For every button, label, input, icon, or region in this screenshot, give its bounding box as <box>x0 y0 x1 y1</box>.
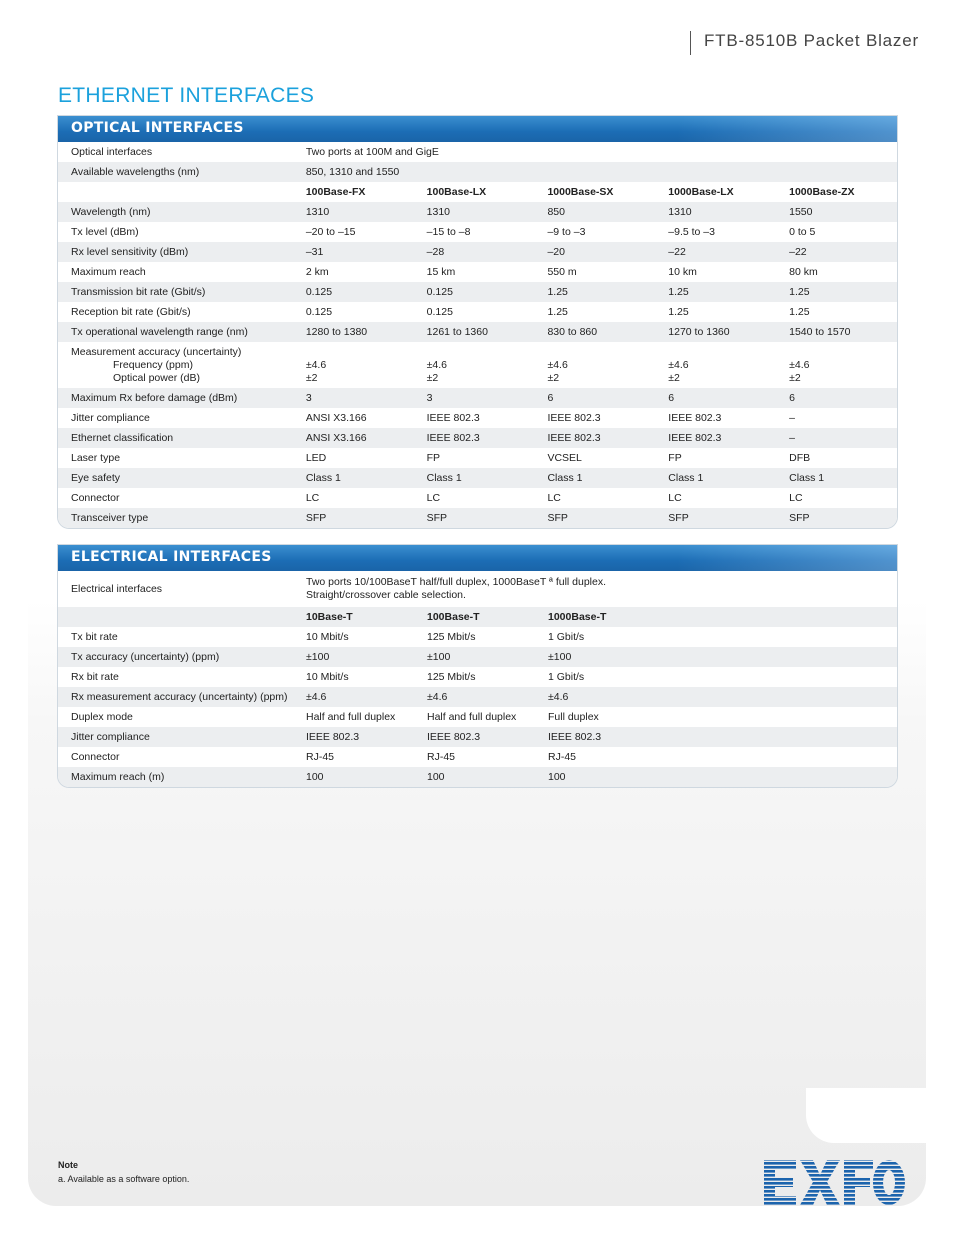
cell-value: 1550 <box>776 202 897 222</box>
table-row <box>58 647 897 667</box>
cell-value: DFB <box>789 452 811 464</box>
filler <box>777 747 897 767</box>
table-row <box>58 767 897 787</box>
cell-value: 0.125 <box>414 282 535 302</box>
cell-value: –15 to –8 <box>426 226 471 238</box>
cell-value: 1.25 <box>655 282 776 302</box>
cell-value: RJ-45 <box>306 751 335 763</box>
cell-value: 0 to 5 <box>789 226 816 238</box>
table-row <box>58 342 897 388</box>
row-label: Available wavelengths (nm) <box>58 162 293 182</box>
cell-value: LC <box>668 492 682 504</box>
row-value: Two ports at 100M and GigE <box>305 146 439 158</box>
frequency-accuracy: ±4.6 <box>426 358 447 371</box>
filler <box>777 707 897 727</box>
cell-value: IEEE 802.3 <box>414 428 535 448</box>
row-label: Reception bit rate (Gbit/s) <box>71 306 191 318</box>
table-row <box>58 202 897 222</box>
column-header: 1000Base-ZX <box>789 186 855 198</box>
spacer <box>427 346 535 359</box>
cell-value: FP <box>426 452 441 464</box>
table-row <box>58 182 897 202</box>
row-label: Maximum Rx before damage (dBm) <box>58 388 293 408</box>
cell-value: – <box>776 428 897 448</box>
filler <box>656 667 777 687</box>
row-label: Wavelength (nm) <box>58 202 293 222</box>
cell-value: ANSI X3.166 <box>305 412 367 424</box>
cell-value: 100 <box>414 767 535 787</box>
table-row <box>58 242 897 262</box>
note-text: a. Available as a software option. <box>58 1174 190 1184</box>
cell-value: –20 <box>534 242 655 262</box>
table-row <box>58 687 897 707</box>
frequency-accuracy: ±4.6 <box>668 358 689 371</box>
filler <box>777 627 897 647</box>
filler <box>777 767 897 787</box>
filler <box>656 627 777 647</box>
cell-value: ANSI X3.166 <box>293 428 414 448</box>
cell-value: Class 1 <box>655 468 776 488</box>
filler <box>656 707 777 727</box>
row-label: Jitter compliance <box>71 412 150 424</box>
page-title: ETHERNET INTERFACES <box>58 84 315 107</box>
row-label: Connector <box>71 751 120 763</box>
cell-value: LC <box>426 492 441 504</box>
row-value <box>293 571 897 607</box>
cell-value: 1270 to 1360 <box>655 322 776 342</box>
row-label: Tx operational wavelength range (nm) <box>58 322 293 342</box>
cell-value: 830 to 860 <box>534 322 655 342</box>
cell-value: 1.25 <box>789 306 810 318</box>
row-label: Rx bit rate <box>71 671 119 683</box>
cell-value: Class 1 <box>534 468 655 488</box>
cell-value: 10 Mbit/s <box>306 631 349 643</box>
row-label: Ethernet classification <box>58 428 293 448</box>
cell-value: ±4.6 <box>293 687 414 707</box>
intro-text: Straight/crossover cable selection. <box>306 589 466 601</box>
column-header: 1000Base-T <box>535 607 656 627</box>
table-row <box>58 262 897 282</box>
table-row <box>58 707 897 727</box>
cell-value: Full duplex <box>548 711 599 723</box>
cell-value: 15 km <box>426 266 456 278</box>
cell-value: –31 <box>293 242 414 262</box>
row-label: Connector <box>71 492 120 504</box>
cell-value: IEEE 802.3 <box>668 412 722 424</box>
cell-value: Class 1 <box>776 468 897 488</box>
cell-value: ±4.6 <box>414 687 535 707</box>
table-row <box>58 142 897 162</box>
accuracy-label <box>58 342 293 388</box>
cell-value: –22 <box>655 242 776 262</box>
cell-value: IEEE 802.3 <box>426 412 480 424</box>
accuracy-sub-label: Optical power (dB) <box>113 371 200 384</box>
cell-value: 1.25 <box>547 306 568 318</box>
row-label: Rx level sensitivity (dBm) <box>58 242 293 262</box>
column-header: 10Base-T <box>293 607 414 627</box>
cell-value: – <box>789 412 795 424</box>
table-row <box>58 428 897 448</box>
cell-value: RJ-45 <box>548 751 577 763</box>
column-header: 100Base-T <box>414 607 535 627</box>
filler <box>777 727 897 747</box>
cell-value: 1.25 <box>668 306 689 318</box>
cell-value: SFP <box>776 508 897 528</box>
cell-value: LC <box>789 492 803 504</box>
accuracy-title: Measurement accuracy (uncertainty) <box>71 345 242 358</box>
power-accuracy: ±2 <box>547 371 560 384</box>
cell-value: Class 1 <box>293 468 414 488</box>
cell-value: 0.125 <box>305 306 333 318</box>
product-name: FTB-8510B Packet Blazer <box>704 31 919 50</box>
column-header: 100Base-FX <box>305 186 366 198</box>
filler <box>656 747 777 767</box>
intro-text: Two ports 10/100BaseT half/full duplex, 1000BaseT ª full duplex. <box>306 576 607 588</box>
footnote <box>58 1160 189 1184</box>
cell-value: 3 <box>414 388 535 408</box>
cell-value: ±100 <box>293 647 414 667</box>
electrical-interfaces-section <box>57 544 898 788</box>
cell-value: LC <box>547 492 561 504</box>
power-accuracy: ±2 <box>305 371 318 384</box>
row-label: Duplex mode <box>71 711 133 723</box>
accuracy-values <box>414 342 535 388</box>
table-row <box>58 408 897 428</box>
cell-value: –28 <box>414 242 535 262</box>
cell-value: 10 km <box>668 266 697 278</box>
background-notch <box>806 1088 926 1143</box>
spacer <box>789 346 897 359</box>
cell-value: 850 <box>534 202 655 222</box>
power-accuracy: ±2 <box>426 371 439 384</box>
spacer <box>306 346 414 359</box>
table-row <box>58 488 897 508</box>
cell-value: IEEE 802.3 <box>293 727 414 747</box>
optical-interfaces-section <box>57 115 898 529</box>
row-label: Transceiver type <box>58 508 293 528</box>
header-divider <box>690 31 691 55</box>
cell-value: 6 <box>655 388 776 408</box>
cell-value: 1310 <box>655 202 776 222</box>
filler <box>656 607 777 627</box>
filler <box>777 607 897 627</box>
accuracy-values <box>534 342 655 388</box>
row-label: Optical interfaces <box>71 146 153 158</box>
row-label: Maximum reach (m) <box>58 767 293 787</box>
table-row <box>58 282 897 302</box>
cell-value: 100 <box>293 767 414 787</box>
cell-value: ±4.6 <box>535 687 656 707</box>
table-row <box>58 607 897 627</box>
cell-value: 10 Mbit/s <box>306 671 349 683</box>
column-header: 1000Base-SX <box>547 186 614 198</box>
row-label: Rx measurement accuracy (uncertainty) (ppm) <box>58 687 293 707</box>
cell-value: 0.125 <box>426 306 453 318</box>
row-label: Tx accuracy (uncertainty) (ppm) <box>58 647 293 667</box>
cell-value: –22 <box>776 242 897 262</box>
cell-value: IEEE 802.3 <box>414 727 535 747</box>
spacer <box>547 346 655 359</box>
cell-value: –9 to –3 <box>547 226 586 238</box>
frequency-accuracy: ±4.6 <box>789 358 810 371</box>
cell-value: 125 Mbit/s <box>427 631 476 643</box>
section-title: ELECTRICAL INTERFACES <box>71 549 272 565</box>
cell-value: 3 <box>293 388 414 408</box>
cell-value: 6 <box>776 388 897 408</box>
cell-value: Half and full duplex <box>427 711 517 723</box>
cell-value: SFP <box>534 508 655 528</box>
row-label: Laser type <box>71 452 121 464</box>
row-value: 850, 1310 and 1550 <box>293 162 897 182</box>
frequency-accuracy: ±4.6 <box>305 358 327 371</box>
accuracy-values <box>293 342 414 388</box>
cell-value: SFP <box>293 508 414 528</box>
cell-value: FP <box>668 452 682 464</box>
table-row <box>58 448 897 468</box>
filler <box>656 687 777 707</box>
row-label: Eye safety <box>58 468 293 488</box>
power-accuracy: ±2 <box>668 371 680 384</box>
section-header <box>58 116 897 142</box>
exfo-logo <box>762 1158 906 1208</box>
row-label: Electrical interfaces <box>71 583 163 595</box>
cell-value: 125 Mbit/s <box>427 671 476 683</box>
header-spacer <box>58 607 293 627</box>
cell-value: RJ-45 <box>427 751 456 763</box>
cell-value: ±100 <box>414 647 535 667</box>
column-header: 100Base-LX <box>426 186 487 198</box>
cell-value: ±100 <box>535 647 656 667</box>
cell-value: 1 Gbit/s <box>548 671 585 683</box>
table-row <box>58 508 897 528</box>
cell-value: 1540 to 1570 <box>776 322 897 342</box>
row-label: Jitter compliance <box>58 727 293 747</box>
section-title: OPTICAL INTERFACES <box>71 120 244 136</box>
row-label: Tx bit rate <box>71 631 118 643</box>
cell-value: 80 km <box>789 266 818 278</box>
power-accuracy: ±2 <box>789 371 801 384</box>
cell-value: 1.25 <box>534 282 655 302</box>
filler <box>656 727 777 747</box>
section-header <box>58 545 897 571</box>
header-spacer <box>58 182 293 202</box>
table-row <box>58 388 897 408</box>
accuracy-values <box>655 342 776 388</box>
cell-value: SFP <box>655 508 776 528</box>
column-header: 1000Base-LX <box>668 186 734 198</box>
spacer <box>668 346 776 359</box>
cell-value: LC <box>305 492 320 504</box>
table-row <box>58 627 897 647</box>
accuracy-values <box>776 342 897 388</box>
row-label: Tx level (dBm) <box>71 226 139 238</box>
frequency-accuracy: ±4.6 <box>547 358 568 371</box>
cell-value: 0.125 <box>293 282 414 302</box>
cell-value: 100 <box>535 767 656 787</box>
cell-value: 1310 <box>293 202 414 222</box>
filler <box>777 667 897 687</box>
cell-value: 1280 to 1380 <box>293 322 414 342</box>
cell-value: –9.5 to –3 <box>668 226 715 238</box>
filler <box>777 687 897 707</box>
electrical-table <box>58 571 897 787</box>
table-row <box>58 222 897 242</box>
table-row <box>58 747 897 767</box>
cell-value: 550 m <box>547 266 577 278</box>
cell-value: VCSEL <box>547 452 582 464</box>
cell-value: IEEE 802.3 <box>535 727 656 747</box>
cell-value: 1 Gbit/s <box>548 631 585 643</box>
cell-value: IEEE 802.3 <box>547 412 601 424</box>
table-row <box>58 667 897 687</box>
cell-value: Half and full duplex <box>306 711 396 723</box>
cell-value: LED <box>305 452 327 464</box>
filler <box>777 647 897 667</box>
table-row <box>58 571 897 607</box>
table-row <box>58 727 897 747</box>
cell-value: Class 1 <box>414 468 535 488</box>
accuracy-sub-label: Frequency (ppm) <box>113 358 193 371</box>
cell-value: SFP <box>414 508 535 528</box>
cell-value: 1261 to 1360 <box>414 322 535 342</box>
cell-value: 2 km <box>305 266 329 278</box>
row-label: Transmission bit rate (Gbit/s) <box>58 282 293 302</box>
table-row <box>58 302 897 322</box>
cell-value: IEEE 802.3 <box>655 428 776 448</box>
row-label: Maximum reach <box>71 266 146 278</box>
filler <box>656 647 777 667</box>
cell-value: 6 <box>534 388 655 408</box>
optical-table <box>58 142 897 528</box>
table-row <box>58 322 897 342</box>
cell-value: IEEE 802.3 <box>534 428 655 448</box>
table-row <box>58 468 897 488</box>
cell-value: –20 to –15 <box>305 226 356 238</box>
cell-value: 1.25 <box>776 282 897 302</box>
cell-value: 1310 <box>414 202 535 222</box>
table-row <box>58 162 897 182</box>
note-title: Note <box>58 1160 78 1170</box>
filler <box>656 767 777 787</box>
